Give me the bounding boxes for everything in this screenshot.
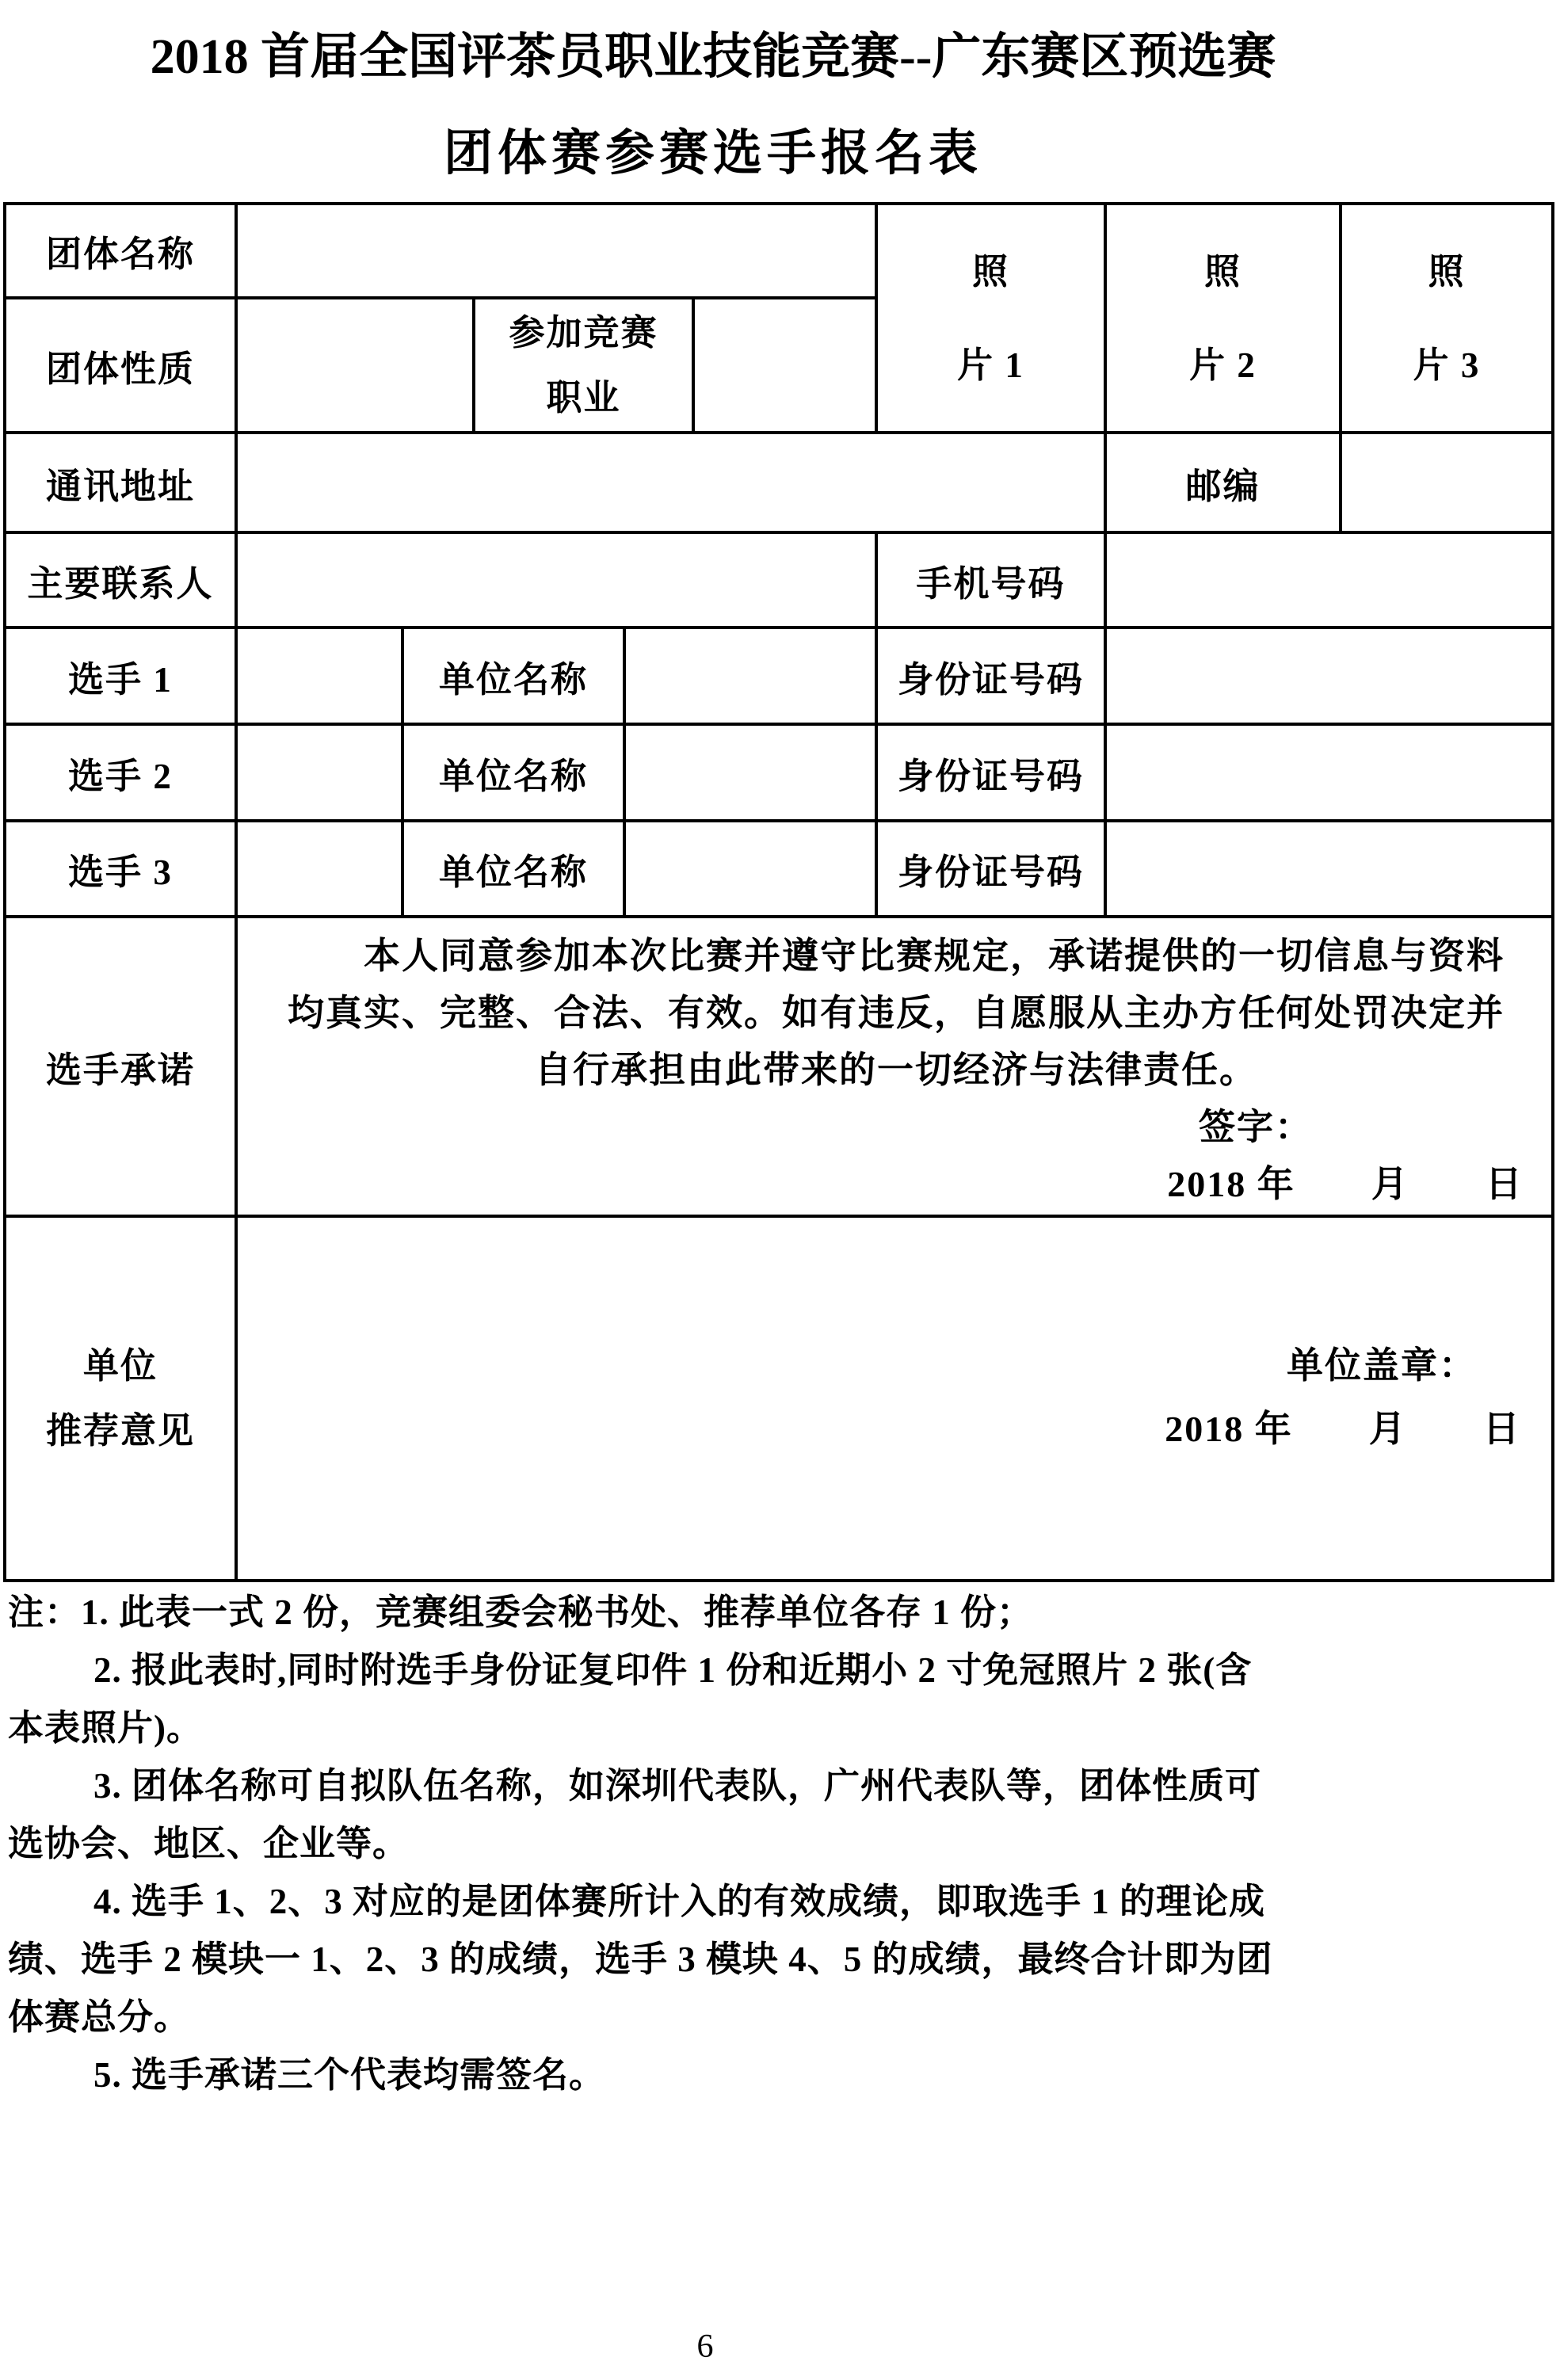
group-nature-value-cell <box>236 298 474 433</box>
photo2-label-bottom: 片 2 <box>1189 345 1257 385</box>
row-player3 <box>5 821 1553 917</box>
phone-label: 手机号码 <box>876 532 1105 627</box>
note-line-2: 2. 报此表时,同时附选手身份证复印件 1 份和近期小 2 寸免冠照片 2 张(含 <box>93 1650 1253 1690</box>
address-value-cell <box>236 433 1105 532</box>
player3-id-value-cell <box>1105 821 1553 917</box>
note-line-9: 5. 选手承诺三个代表均需签名。 <box>93 2055 606 2095</box>
page-title-line2: 团体赛参赛选手报名表 <box>443 127 982 181</box>
row-contact <box>5 532 1553 627</box>
player3-name-cell <box>236 821 402 917</box>
row-commitment <box>5 917 1553 1216</box>
page-title-line1: 2018 首届全国评茶员职业技能竞赛--广东赛区预选赛 <box>150 30 1276 84</box>
note-line-1: 注：1. 此表一式 2 份，竞赛组委会秘书处、推荐单位各存 1 份； <box>8 1592 1034 1632</box>
photo3-cell <box>1341 204 1553 433</box>
contact-label: 主要联系人 <box>5 532 236 627</box>
phone-value-cell <box>1105 532 1553 627</box>
commitment-label: 选手承诺 <box>5 917 236 1216</box>
occupation-label-line2: 职业 <box>546 378 621 418</box>
photo1-cell <box>876 204 1105 433</box>
note-line-8: 体赛总分。 <box>8 1997 191 2037</box>
player1-name-cell <box>236 627 402 724</box>
unit-stamp-label: 单位盖章： <box>1287 1345 1477 1386</box>
player3-id-label: 身份证号码 <box>876 821 1105 917</box>
player1-unit-value-cell <box>624 627 876 724</box>
signature-label: 签字： <box>1199 1107 1313 1147</box>
contact-value-cell <box>236 532 876 627</box>
player2-unit-label: 单位名称 <box>402 724 624 821</box>
photo2-label-top: 照 <box>1204 251 1242 292</box>
row-address <box>5 433 1553 532</box>
occupation-label-line1: 参加竞赛 <box>509 313 658 353</box>
player1-unit-label: 单位名称 <box>402 627 624 724</box>
footnotes <box>8 1584 1541 2104</box>
photo3-label-top: 照 <box>1428 251 1466 292</box>
address-label: 通讯地址 <box>5 433 236 532</box>
commitment-text-line2: 均真实、完整、合法、有效。如有违反，自愿服从主办方任何处罚决定并 <box>288 993 1505 1033</box>
recommendation-cell <box>236 1216 1553 1581</box>
player1-id-label: 身份证号码 <box>876 627 1105 724</box>
photo1-label-bottom: 片 1 <box>957 345 1024 385</box>
note-line-7: 绩、选手 2 模块一 1、2、3 的成绩，选手 3 模块 4、5 的成绩，最终合计即为团 <box>8 1939 1273 1979</box>
player3-unit-value-cell <box>624 821 876 917</box>
photo3-label-bottom: 片 3 <box>1413 345 1481 385</box>
player1-id-value-cell <box>1105 627 1553 724</box>
player2-label: 选手 2 <box>5 724 236 821</box>
registration-table <box>3 202 1554 1582</box>
photo1-label-top: 照 <box>972 251 1010 292</box>
recommendation-label-line2: 推荐意见 <box>45 1411 195 1451</box>
note-line-5: 选协会、地区、企业等。 <box>8 1824 410 1863</box>
note-line-3: 本表照片)。 <box>8 1708 203 1748</box>
commitment-text-line1: 本人同意参加本次比赛并遵守比赛规定，承诺提供的一切信息与资料 <box>364 936 1505 976</box>
row-group-name <box>5 204 1553 298</box>
player3-label: 选手 3 <box>5 821 236 917</box>
recommendation-label-line1: 单位 <box>82 1346 158 1386</box>
postal-value-cell <box>1341 433 1553 532</box>
commitment-date-line: 2018 年 月 日 <box>1167 1164 1524 1204</box>
row-recommendation <box>5 1216 1553 1581</box>
recommendation-date-line: 2018 年 月 日 <box>1165 1409 1521 1449</box>
occupation-value-cell <box>693 298 876 433</box>
player2-id-value-cell <box>1105 724 1553 821</box>
group-nature-label: 团体性质 <box>5 298 236 433</box>
page-number: 6 <box>696 2329 714 2365</box>
row-player2 <box>5 724 1553 821</box>
photo2-cell <box>1105 204 1341 433</box>
note-line-4: 3. 团体名称可自拟队伍名称，如深圳代表队，广州代表队等，团体性质可 <box>93 1766 1262 1806</box>
row-player1 <box>5 627 1553 724</box>
note-line-6: 4. 选手 1、2、3 对应的是团体赛所计入的有效成绩，即取选手 1 的理论成 <box>93 1882 1266 1921</box>
player2-id-label: 身份证号码 <box>876 724 1105 821</box>
occupation-label-cell <box>474 298 693 433</box>
player1-label: 选手 1 <box>5 627 236 724</box>
postal-label: 邮编 <box>1105 433 1341 532</box>
player2-name-cell <box>236 724 402 821</box>
commitment-cell <box>236 917 1553 1216</box>
commitment-text-line3: 自行承担由此带来的一切经济与法律责任。 <box>535 1050 1257 1090</box>
recommendation-label-cell <box>5 1216 236 1581</box>
group-name-label: 团体名称 <box>5 204 236 298</box>
player3-unit-label: 单位名称 <box>402 821 624 917</box>
player2-unit-value-cell <box>624 724 876 821</box>
group-name-value-cell <box>236 204 876 298</box>
